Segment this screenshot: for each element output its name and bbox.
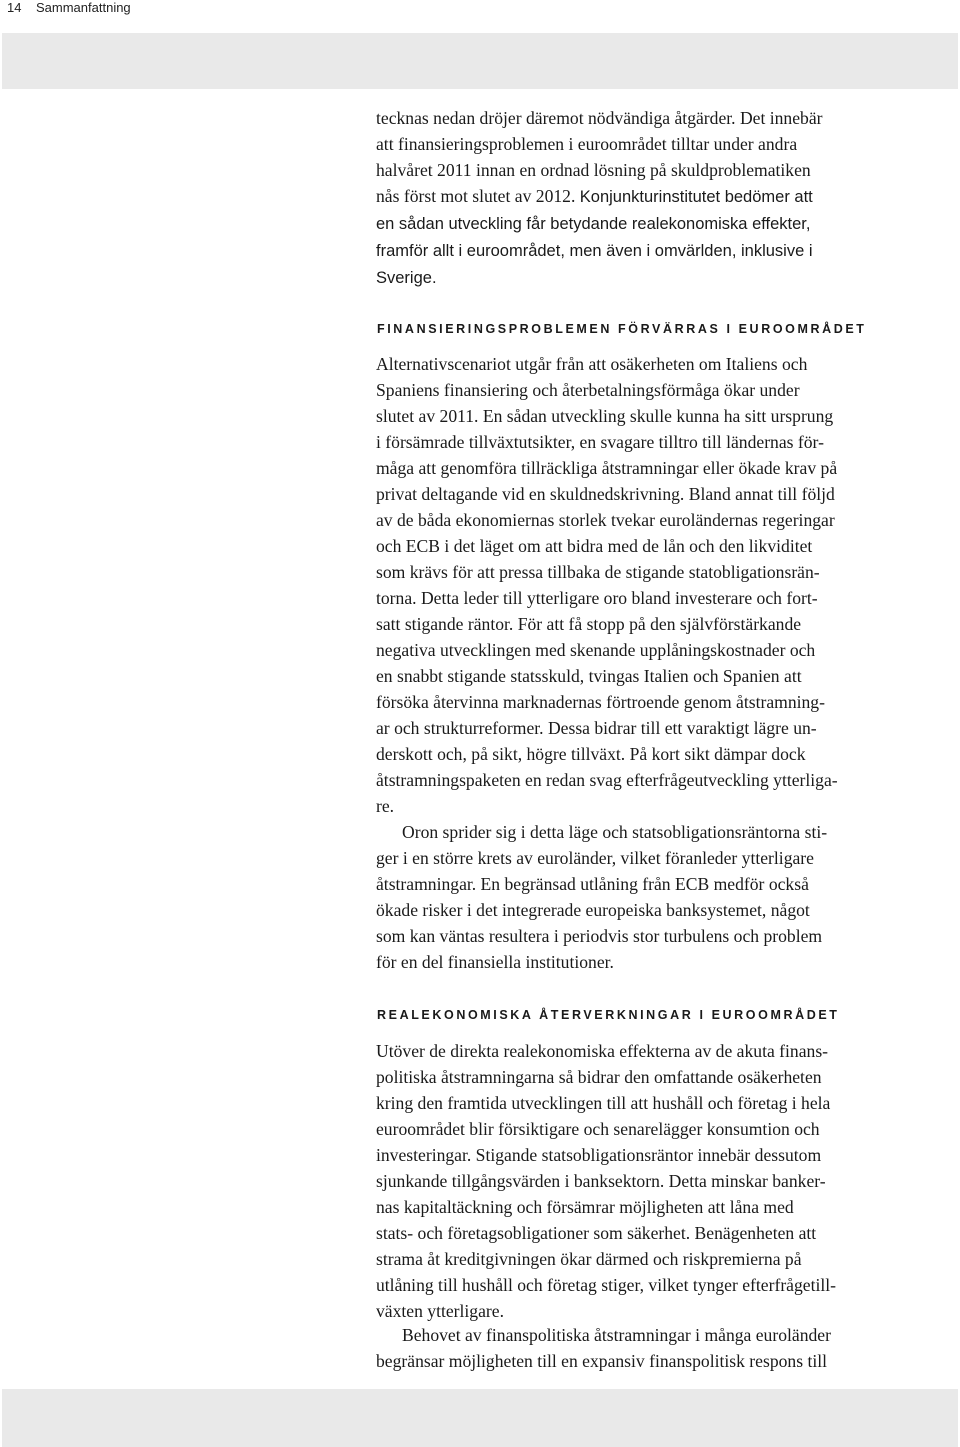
page-header [0,0,960,28]
paragraph-financing-text: Alternativscenariot utgår från att osäkerheten om Italiens och Spaniens finansiering och återbetalningsförmåga ökar under slutet av 2011. En sådan utveckling skulle kunna ha sitt ursprung i försämrade tillväxtutsikter, en svagare tilltro till ländernas för- måga att genomföra tillräckliga åtstramningar eller ökade krav på privat deltagande vid en skuldnedskrivning. Bland annat till följd av de båda ekonomiernas storlek tvekar euroländernas regeringar och ECB i det läget om att bidra med de lån och den likviditet som krävs för att pressa tillbaka de stigande statobligationsrän- torna. Detta leder till ytterligare oro bland investerare och fort- satt stigande räntor. För att få stopp på den självförstärkande negativa utvecklingen med skenande upplåningskostnader och en snabbt stigande statsskuld, tvingas Italien och Spanien att försöka återvinna marknadernas förtroende genom åtstramning- ar och strukturreformer. Dessa bidrar till ett varaktigt lägre un- derskott och, på sikt, högre tillväxt. På kort sikt dämpar dock åtstramningspaketen en redan svag efterfrågeutveckling ytterliga- re. [376,354,838,816]
paragraph-fiscal-text: Behovet av finanspolitiska åtstramningar i många euroländer begränsar möjligheten till en expansiv finanspolitisk respons till [376,1325,831,1371]
running-section-title: Sammanfattning [36,0,131,15]
paragraph-real-economy-text: Utöver de direkta realekonomiska effekterna av de akuta finans- politiska åtstramningarna så bidrar den omfattande osäkerheten kring den framtida utvecklingen till att hushåll och företag i hela euroområdet blir försiktigare och senarelägger konsumtion och investeringar. Stigande statsobligationsräntor innebär dessutom sjunkande tillgångsvärden i banksektorn. Detta minskar banker- nas kapitaltäckning och försämrar möjligheten att låna med stats- och företagsobligationer som säkerhet. Benägenheten att strama åt kreditgivningen ökar därmed och riskpremierna på utlåning till hushåll och företag stiger, vilket tynger efterfrågetill- växten ytterligare. [376,1041,837,1321]
page-number: 14 [7,0,22,15]
paragraph-contagion-text: Oron sprider sig i detta läge och statsobligationsräntorna sti- ger i en större krets av euroländer, vilket föranleder ytterligare åtstramningar. En begränsad utlåning från ECB medför också ökade risker i det integrerade europeiska banksystemet, något som kan väntas resultera i periodvis stor turbulens och problem för en del finansiella institutioner. [376,822,828,972]
paragraph-intro-sans: Konjunkturinstitutet bedömer att en sådan utveckling får betydande realekonomiska effekter, framför allt i euroområdet, men även i omvärlden, inklusive i Sverige. [376,188,813,287]
paragraph-contagion [376,819,916,975]
section-heading-real-economy: REALEKONOMISKA ÅTERVERKNINGAR I EUROOMRÅDET [377,1008,840,1022]
paragraph-intro [376,105,916,291]
paragraph-financing [376,351,916,819]
paragraph-intro-text [376,105,916,291]
paragraph-fiscal [376,1322,916,1374]
paragraph-real-economy [376,1038,916,1324]
paragraph-intro-serif: tecknas nedan dröjer däremot nödvändiga åtgärder. Det innebär att finansieringsproblemen i euroområdet tilltar under andra halvåret 2011 innan en ordnad lösning på skuldproblematiken nås först mot slutet av 2012. [376,108,823,206]
section-heading-financing: FINANSIERINGSPROBLEMEN FÖRVÄRRAS I EUROOMRÅDET [377,322,867,336]
top-gray-band [2,33,958,89]
bottom-gray-band [2,1389,958,1447]
